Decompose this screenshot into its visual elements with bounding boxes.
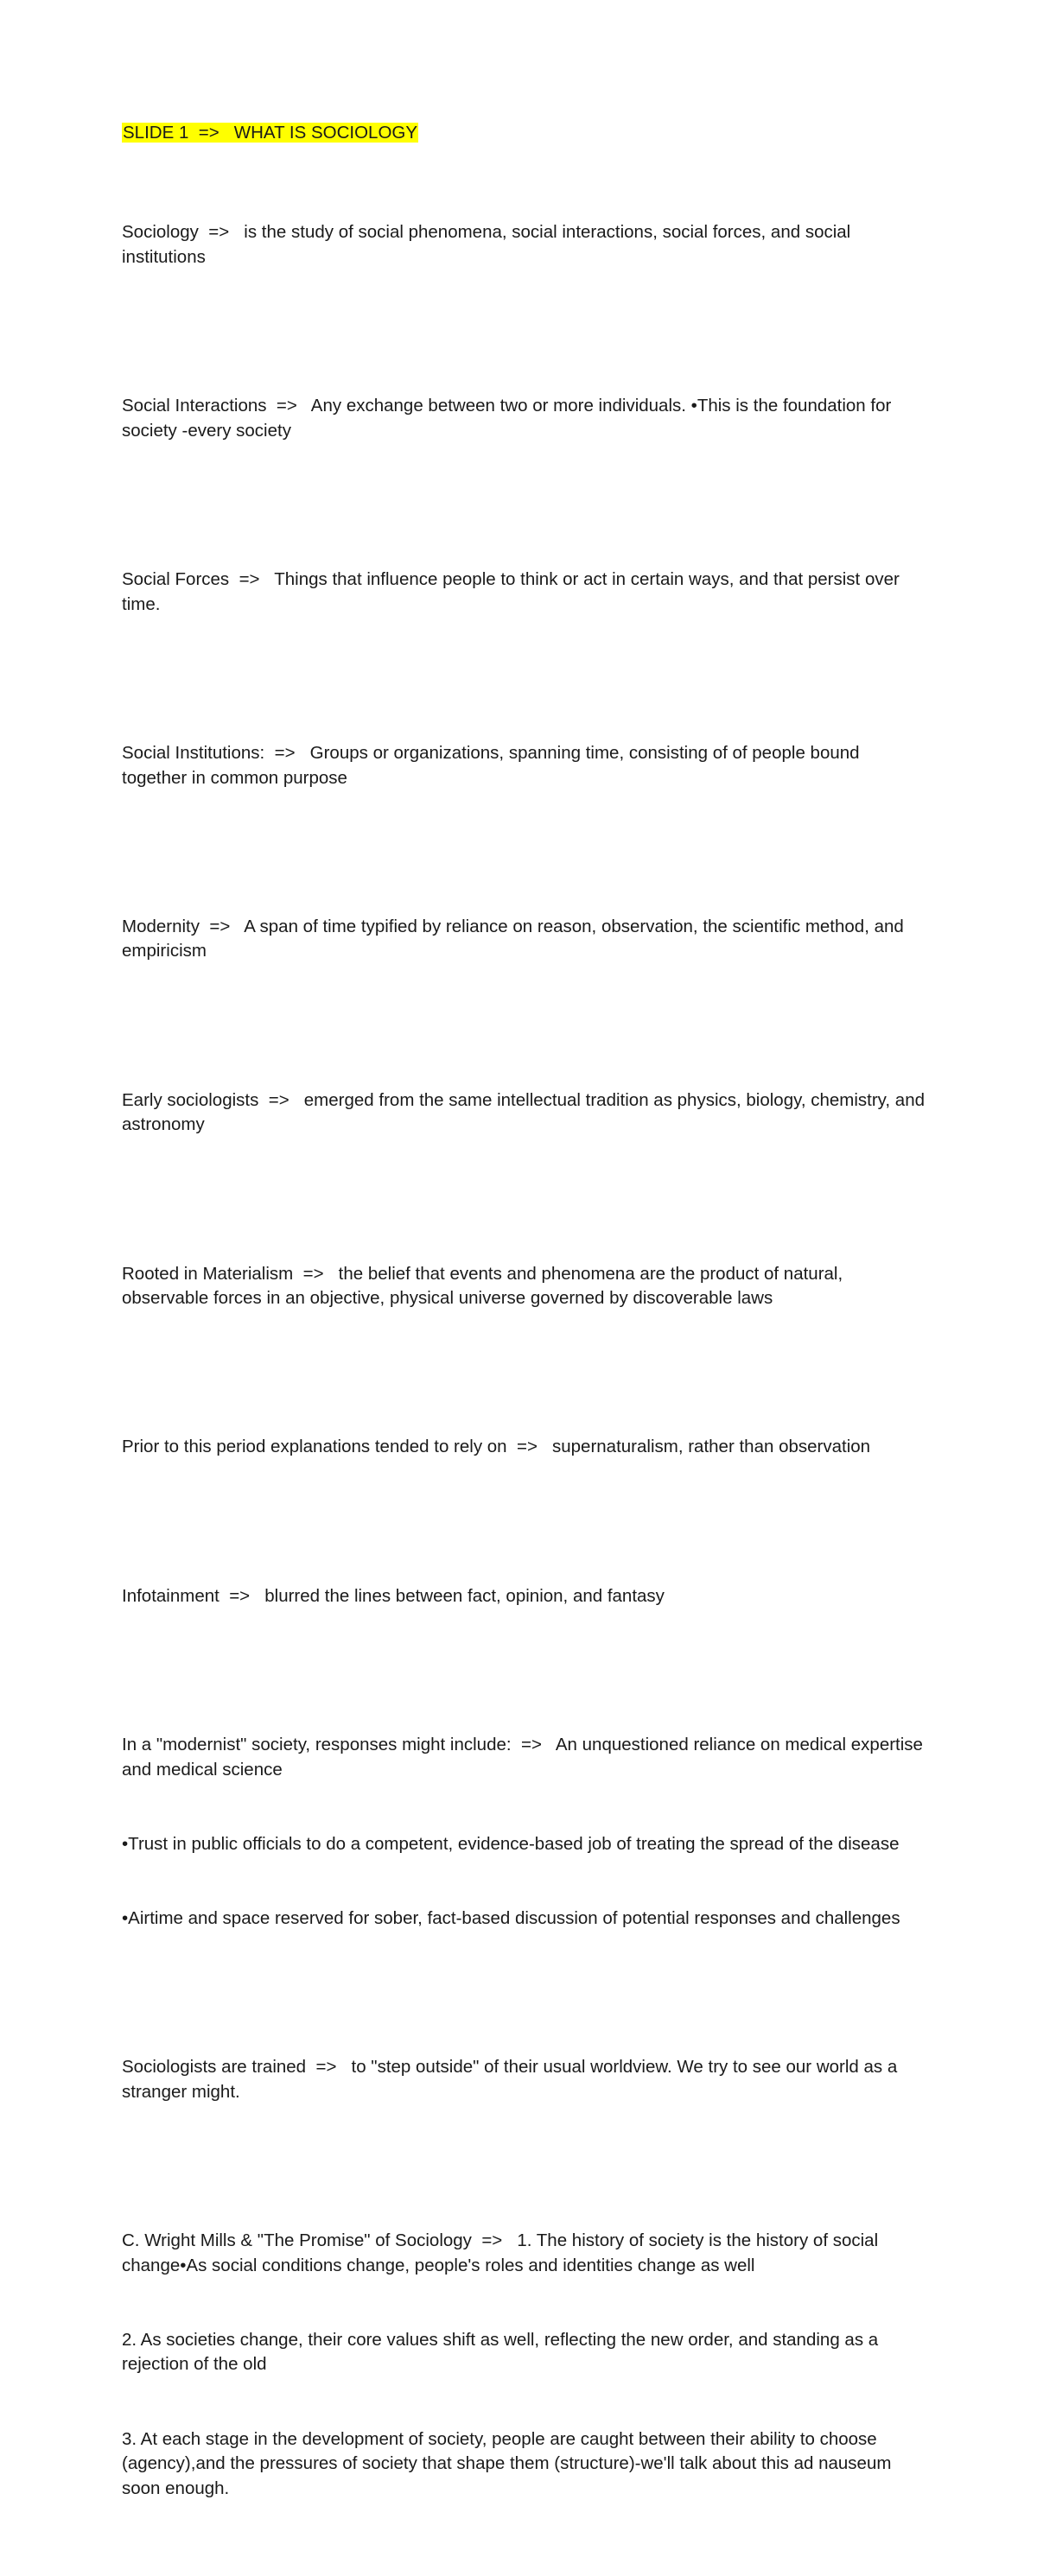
para-line: Early sociologists => emerged from the same intellectual tradition as physics, biology, chemistry, and astronomy <box>122 1089 930 1135</box>
slide-title: SLIDE 1 => WHAT IS SOCIOLOGY <box>123 123 418 143</box>
para-line: Social Interactions => Any exchange between two or more individuals. •This is the foundation for society -every society <box>122 396 897 441</box>
definition-social-forces <box>122 518 926 667</box>
para-line: Rooted in Materialism => the belief that events and phenomena are the product of natural, observable forces in an objective, physical universe governed by discoverable laws <box>122 1263 848 1309</box>
para-line: Social Institutions: => Groups or organizations, spanning time, consisting of of people bound together in common purpose <box>122 742 865 788</box>
definition-social-interactions <box>122 345 926 493</box>
title-line <box>122 121 926 146</box>
definition-early-sociologists <box>122 1038 930 1187</box>
definition-infotainment <box>122 1534 926 1659</box>
definition-social-institutions <box>122 691 926 840</box>
bullet-line: •Trust in public officials to do a competent, evidence-based job of treating the spread of the disease <box>122 1833 900 1854</box>
numbered-line: 3. At each stage in the development of society, people are caught between their ability to choose (agency),and the pressures of society that shape them (structure)-we'll talk about this ad nauseum soon enough. <box>122 2428 897 2498</box>
para-line: C. Wright Mills & "The Promise" of Sociology => 1. The history of society is the history of social change•As social conditions change, people's roles and identities change as well <box>122 2230 883 2275</box>
document-page <box>122 121 930 2576</box>
numbered-line: 2. As societies change, their core values shift as well, reflecting the new order, and standing as a rejection of the old <box>122 2329 883 2375</box>
definition-modernist-society <box>122 1683 926 1980</box>
definition-sociologists-trained <box>122 2006 926 2154</box>
para-line: Infotainment => blurred the lines between fact, opinion, and fantasy <box>122 1585 665 1606</box>
definition-sociology <box>122 171 926 320</box>
para-line: Modernity => A span of time typified by reliance on reason, observation, the scientific method, and empiricism <box>122 916 909 961</box>
definition-prior-period <box>122 1386 926 1510</box>
definition-modernity <box>122 865 926 1013</box>
para-line: Sociologists are trained => to "step outside" of their usual worldview. We try to see our world as a stranger might. <box>122 2056 902 2102</box>
definition-c-wright-mills <box>122 2179 926 2551</box>
para-line: In a "modernist" society, responses might include: => An unquestioned reliance on medical expertise and medical science <box>122 1734 928 1780</box>
bullet-line: •Airtime and space reserved for sober, fact-based discussion of potential responses and challenges <box>122 1907 900 1928</box>
definition-materialism <box>122 1212 926 1361</box>
para-line: Sociology => is the study of social phenomena, social interactions, social forces, and social institutions <box>122 222 856 267</box>
para-line: Social Forces => Things that influence people to think or act in certain ways, and that persist over time. <box>122 568 905 614</box>
para-line: Prior to this period explanations tended to rely on => supernaturalism, rather than observation <box>122 1437 871 1457</box>
